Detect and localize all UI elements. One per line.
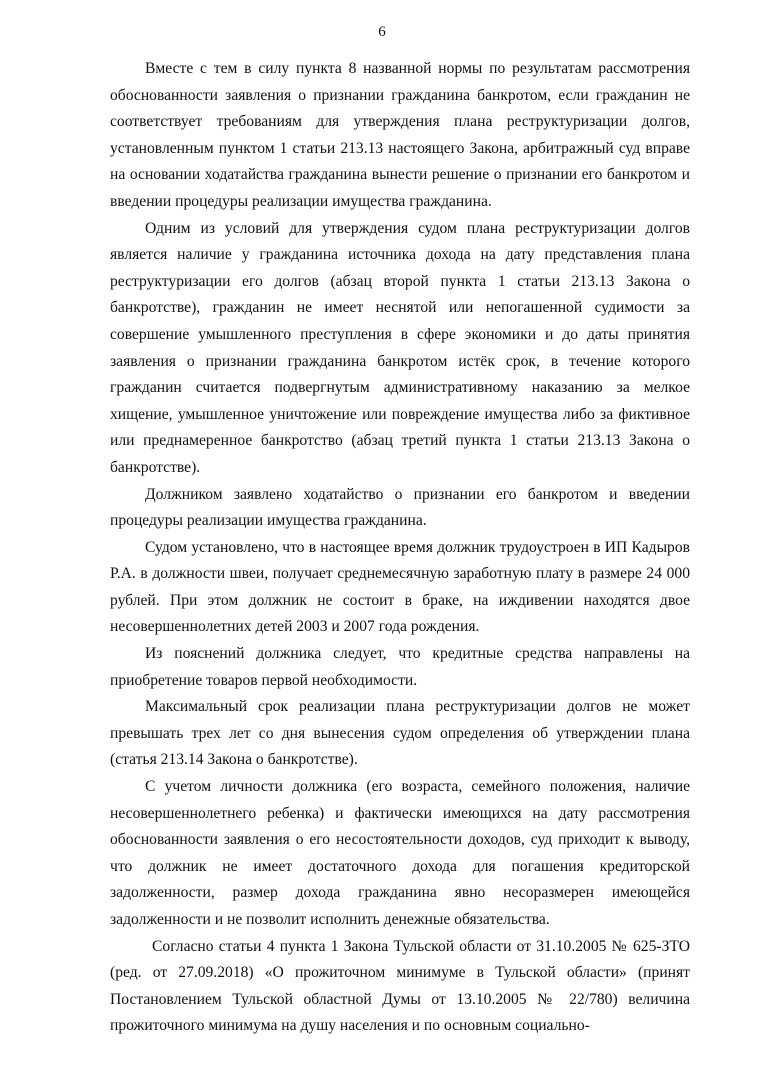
document-body	[110, 56, 690, 1040]
paragraph-court-conclusion: С учетом личности должника (его возраста, семейного положения, наличие несовершеннолетнего ребенка) и фактически имеющихся на дату рассмотрения обоснованности заявления о его несостоятельности доходов, суд приходит к выводу, что должник не имеет достаточного дохода для погашения кредиторской задолженности, размер дохода гражданина явно несоразмерен имеющейся задолженности и не позволит исполнить денежные обязательства.	[110, 778, 690, 928]
paragraph-restructuring-conditions: Одним из условий для утверждения судом плана реструктуризации долгов является наличие у гражданина источника дохода на дату представления плана реструктуризации его долгов (абзац второй пункта 1 статьи 213.13 Закона о банкротстве), гражданин не имеет неснятой или непогашенной судимости за совершение умышленного преступления в сфере экономики и до даты принятия заявления о признании гражданина банкротом истёк срок, в течение которого гражданин считается подвергнутым административному наказанию за мелкое хищение, умышленное уничтожение или повреждение имущества либо за фиктивное или преднамеренное банкротство (абзац третий пункта 1 статьи 213.13 Закона о банкротстве).	[110, 219, 690, 476]
paragraph-bankruptcy-clause-8: Вместе с тем в силу пункта 8 названной нормы по результатам рассмотрения обоснованности заявления о признании гражданина банкротом, если гражданин не соответствует требованиям для утверждения плана реструктуризации долгов, установленным пунктом 1 статьи 213.13 настоящего Закона, арбитражный суд вправе на основании ходатайства гражданина вынести решение о признании его банкротом и введении процедуры реализации имущества гражданина.	[110, 60, 690, 210]
paragraph-court-findings: Судом установлено, что в настоящее время должник трудоустроен в ИП Кадыров Р.А. в должности швеи, получает среднемесячную заработную плату в размере 24 000 рублей. При этом должник не состоит в браке, на иждивении находятся двое несовершеннолетних детей 2003 и 2007 года рождения.	[110, 538, 690, 636]
paragraph-debtor-petition: Должником заявлено ходатайство о признании его банкротом и введении процедуры реализации имущества гражданина.	[110, 485, 690, 530]
paragraph-max-term: Максимальный срок реализации плана реструктуризации долгов не может превышать трех лет со дня вынесения судом определения об утверждении плана (статья 213.14 Закона о банкротстве).	[110, 698, 690, 769]
page-number: 6	[378, 24, 386, 40]
paragraph-tula-law: Согласно статьи 4 пункта 1 Закона Тульской области от 31.10.2005 № 625-ЗТО (ред. от 27.09.2018) «О прожиточном минимуме в Тульской области» (принят Постановлением Тульской областной Думы от 13.10.2005 № 22/780) величина прожиточного минимума на душу населения и по основным социально-	[110, 937, 690, 1035]
paragraph-debtor-explanations: Из пояснений должника следует, что кредитные средства направлены на приобретение товаров первой необходимости.	[110, 645, 690, 689]
